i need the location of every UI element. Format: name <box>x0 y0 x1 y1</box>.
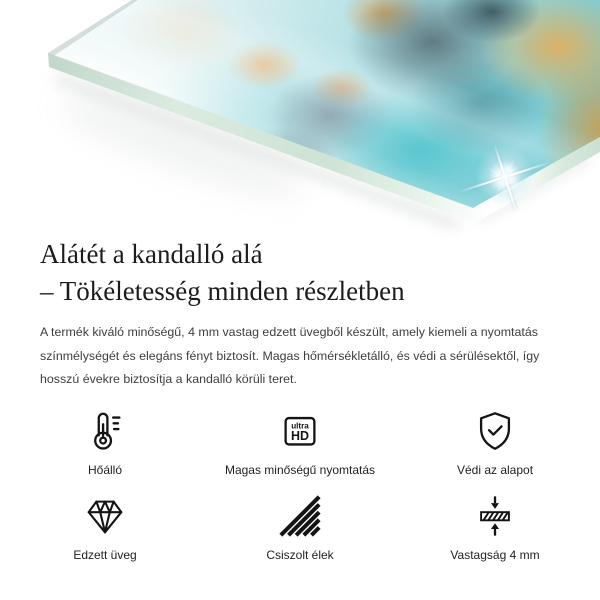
svg-text:ultra: ultra <box>291 421 309 431</box>
feature-label: Edzett üveg <box>73 547 137 562</box>
polished-edges-icon <box>277 493 323 539</box>
ultra-hd-icon <box>277 408 323 454</box>
feature-grid <box>40 408 560 562</box>
feature-thickness <box>430 493 560 562</box>
feature-protects-base <box>430 408 560 477</box>
svg-text:HD: HD <box>291 428 309 443</box>
feature-label: Védi az alapot <box>456 462 534 477</box>
page-title-line2: – Tökéletesség minden részletben <box>40 276 405 306</box>
feature-tempered-glass <box>40 493 170 562</box>
feature-heat-resistant <box>40 408 170 477</box>
diamond-icon <box>82 493 128 539</box>
thickness-icon <box>472 493 518 539</box>
feature-label: Csiszolt élek <box>266 547 334 562</box>
page-title <box>40 236 560 310</box>
feature-label: Hőálló <box>87 462 123 477</box>
shield-check-icon <box>472 408 518 454</box>
feature-polished-edges <box>170 493 430 562</box>
feature-label: Vastagság 4 mm <box>450 547 540 562</box>
feature-print-quality <box>170 408 430 477</box>
feature-label: Magas minőségű nyomtatás <box>224 462 376 477</box>
page-title-line1: Alátét a kandalló alá <box>40 239 263 269</box>
thermometer-icon <box>82 408 128 454</box>
product-description: A termék kiváló minőségű, 4 mm vastag edzett üvegből készült, amely kiemeli a nyomtatás színmélységét és elegáns fényt biztosít. Magas hőmérsékletálló, és védi a sérülésektől, így hosszú évekre biztosítja a kandalló körüli teret. <box>40 325 540 386</box>
